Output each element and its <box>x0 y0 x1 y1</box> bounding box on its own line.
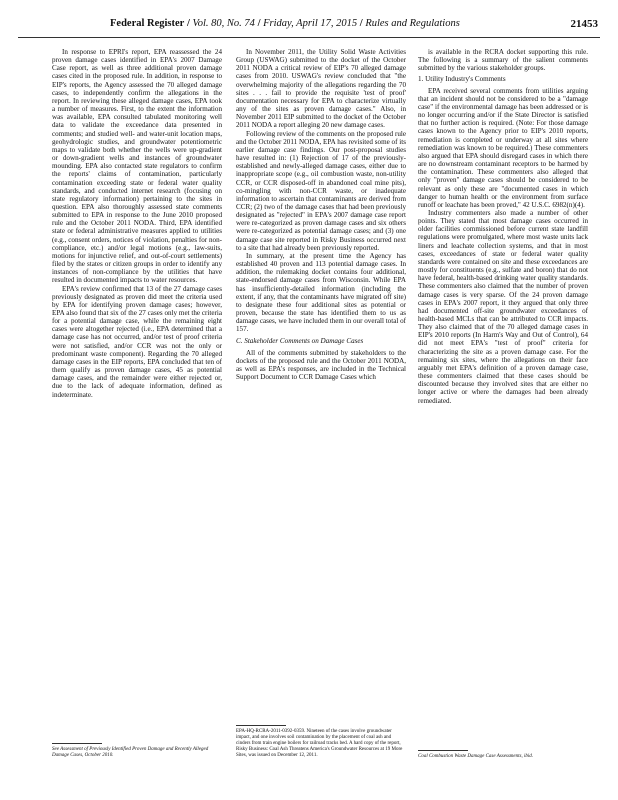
paragraph: EPA's review confirmed that 13 of the 27 damage cases previously designated as proven did meet the criteria used by EPA for identifying proven damage cases; however, EPA also found that six of the 27 cases only met the criteria for a potential damage case, while the remaining eight cases were altogether rejected (i.e., EPA determined that a damage case has not occurred, and/or test of proof criteria were not satisfied, and/or CCR was not the only or predominant waste component). Regarding the 70 alleged damage cases in the EIP reports, EPA concluded that ten of them qualify as proven damage cases, 45 as potential damage cases, and the remainder were either rejected or, due to the lack of adequate information, defined as indeterminate. <box>52 284 222 399</box>
paragraph: In response to EPRI's report, EPA reassessed the 24 proven damage cases identified in EPA's 2007 Damage Case report, as well as three additional proven damage cases cited in the proposed rule. In addition, in response to EIP's reports, the Agency assessed the 70 alleged damage cases, to independently confirm the allegations in the report. In reviewing these alleged damage cases, EPA took a number of measures. First, to the extent the information was available, EPA consulted tabulated monitoring well data to validate the exceedance data presented in comments; and studied well- and water-unit location maps, geohydrologic studies, and groundwater potentiometric maps to validate both whether the wells were up-gradient or down-gradient wells and instances of groundwater mounding. EPA also contacted state regulators to confirm the reports' claims of contamination, particularly contamination exceeding state or federal water quality standards, and conducted internet research (focusing on state regulatory information) pertaining to the sites in question. EPA also thoroughly assessed state comments submitted to EPA in response to the June 2010 proposed rule and the October 2011 NODA. Third, EPA identified state or federal administrative measures applied to utilities (e.g., consent orders, notices of violation, penalties for non-compliance, etc.) and/or legal motions (e.g., law-suits, motions for injunctive relief, and out-of-court settlements) filed by the states or citizen groups in order to identify any instances of non-compliance by the utilities that have resulted in documented impacts to water resources. <box>52 48 222 285</box>
column-2 <box>236 48 406 381</box>
section-name: Rules and Regulations <box>365 18 460 29</box>
paragraph: In November 2011, the Utility Solid Waste Activities Group (USWAG) submitted to the docket of the October 2011 NODA a critical review of EIP's 70 alleged damage cases from 2010. USWAG's review concluded that "the overwhelming majority of the allegations regarding the 70 sites . . . fail to provide the requisite 'test of proof' documentation necessary for EPA to characterize virtually any of the sites as proven damage cases." Also, in November 2011 EIP submitted to the docket of the October 2011 NODA a report alleging 20 new damage cases. <box>236 48 406 130</box>
journal-name: Federal Register <box>110 18 185 29</box>
subsection-heading: 1. Utility Industry's Comments <box>418 75 506 84</box>
issue-date: Friday, April 17, 2015 <box>263 18 358 29</box>
paragraph: All of the comments submitted by stakeholders to the dockets of the proposed rule and the October 2011 NODA, as well as EPA's responses, are included in the Technical Support Document to CCR Damage Cases which <box>236 348 406 382</box>
footnote: EPA-HQ-RCRA-2011-0392-0359. Nineteen of the cases involve groundwater impact, and one involves soil contamination by the placement of coal ash and cinders from train engine boilers for railroad tracks bed. A hard copy of the report, Risky Business: Coal Ash Threatens America's Groundwater Resources at 19 More Sites, was issued on December 12, 2011. <box>236 729 403 758</box>
footnote-rule <box>52 743 102 744</box>
column-1 <box>52 48 222 399</box>
running-head: Federal Register / Vol. 80, No. 74 / Friday, April 17, 2015 / Rules and Regulations <box>110 18 460 29</box>
column-3 <box>418 48 588 405</box>
paragraph: Industry commenters also made a number of other points. They stated that most damage cases occurred in older facilities commissioned before current state landfill regulations were promulgated, where most waste units lack liners and leachate collection systems, and that in most cases, exceedances of state or federal water quality standards were contained on site and these exceedances are mostly for constituents (e.g., sulfate and boron) that do not have federal, health-based drinking water quality standards. These commenters also claimed that the number of proven damage cases is very sparse. Of the 24 proven damage cases in EPA's 2007 report, it they argued that only three had documented off-site groundwater exceedances of health-based MCLs that can be attributed to CCR impacts. They also claimed that of the 70 alleged damage cases in EIP's 2010 reports (In Harm's Way and Out of Control), 64 did not meet EPA's "test of proof" criteria for characterizing the site as a proven damage case. For the remaining six sites, where the allegations on their face arguably met EPA's definition of a proven damage case, these commenters claimed that these cases should be discounted because they involved sites that are either no longer active or where the damages had been already remediated. <box>418 208 588 405</box>
footnote-rule <box>236 725 286 726</box>
section-heading: C. Stakeholder Comments on Damage Cases <box>236 337 364 346</box>
paragraph: Following review of the comments on the proposed rule and the October 2011 NODA, EPA has revisited some of its earlier damage case findings. Our post-proposal studies have resulted in: (1) Rejection of 17 of the previously-established and newly-alleged damage cases, either due to inappropriate scope (e.g., oil combustion waste, non-utility CCR, or CCR disposed-off in abandoned coal mine pits), co-mingling with non-CCR waste, or inadequate information to ascertain that contaminants are derived from CCR; (2) two of the damage cases that had been previously designated as "rejected" in EPA's 2007 damage case report were re-categorized as proven damage cases and six others were re-categorized as potential damage cases; and (3) one damage case site reported in Risky Business occurred next to a site that had already been previously reported. <box>236 129 406 252</box>
page-header <box>0 18 618 34</box>
paragraph: is available in the RCRA docket supporting this rule. The following is a summary of the salient comments submitted by the various stakeholder groups. <box>418 48 588 73</box>
footnote-rule <box>418 750 468 751</box>
paragraph: EPA received several comments from utilities arguing that an incident should not be considered to be a "damage case" if the environmental damage has been addressed or is no longer occurring and/or if the State Director is satisfied that no further action is required. (Note: For those damage cases known to the Agency prior to EIP's 2010 reports, remediation is completed or underway at all sites where remediation was known to be required.) These commenters also argued that EPA should disregard cases in which there are no downstream contaminant receptors to be harmed by the contamination. These commenters also alleged that only "proven" damage cases should be considered to be relevant as only these are "documented cases in which danger to human health or the environment from surface runoff or leachate has been proved," 42 U.S.C. 6982(n)(4). <box>418 86 588 209</box>
paragraph: In summary, at the present time the Agency has established 40 proven and 113 potential damage cases. In addition, the rulemaking docket contains four additional, state-endorsed damage cases from Wisconsin. While EPA has insufficiently-detailed information (including the extent, if any, that the contaminants have migrated off site) to designate these four additional sites as potential or proven, because the state has identified them to us as damage cases, we have included them in our overall total of 157. <box>236 251 406 334</box>
page-number: 21453 <box>570 18 598 30</box>
footnote: Coal Combustion Waste Damage Case Assessments, ibid. <box>418 754 534 759</box>
volume-info: Vol. 80, No. 74 <box>192 18 255 29</box>
header-rule <box>18 37 600 38</box>
footnote: See Assessment of Previously Identified Proven Damage and Recently Alleged Damage Cases, October 2010. <box>52 747 209 758</box>
